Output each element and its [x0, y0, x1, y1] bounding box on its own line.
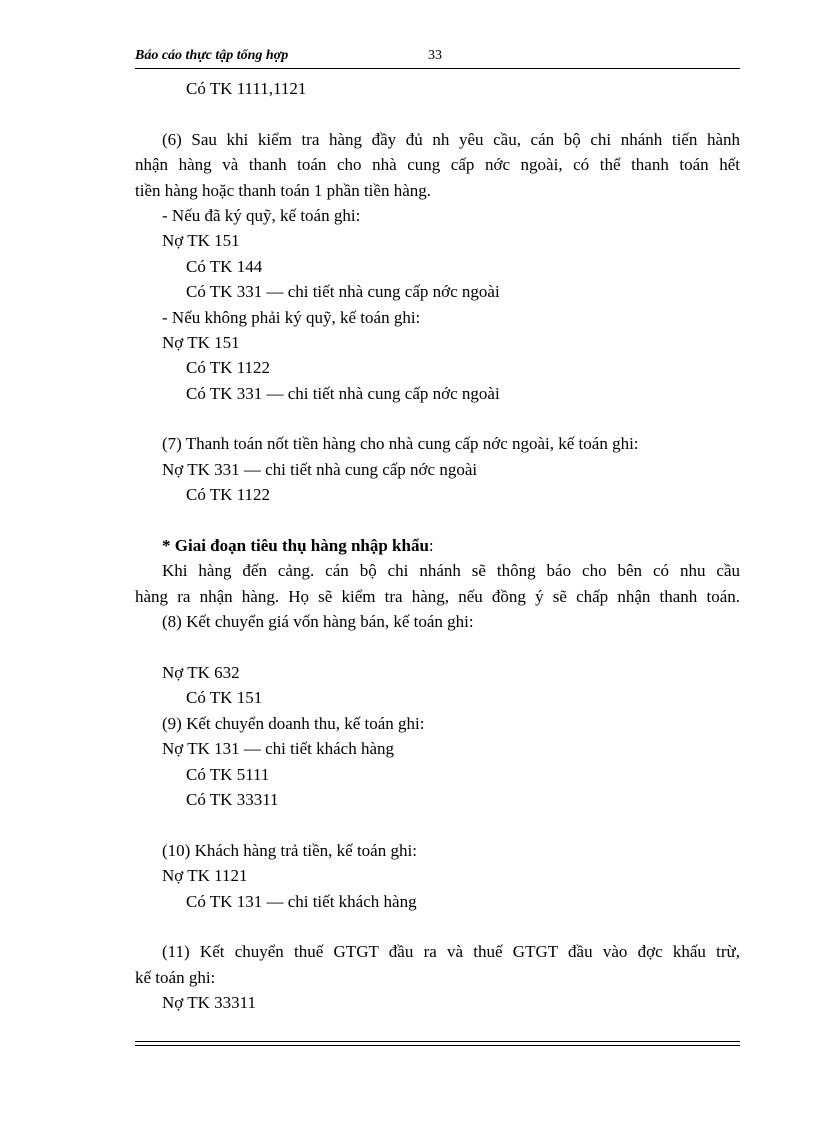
text-line: (11) Kết chuyển thuế GTGT đầu ra và thuế GTGT đầu vào đợc khấu trừ, [162, 942, 740, 962]
text-line: Có TK 131 — chi tiết khách hàng [186, 891, 417, 911]
text-line: Có TK 33311 [186, 789, 279, 809]
text-line: Nợ TK 151 [162, 332, 240, 352]
section-heading-text: * Giai đoạn tiêu thụ hàng nhập khẩu [162, 536, 429, 556]
text-line: Có TK 5111 [186, 764, 270, 784]
text-line: tiền hàng hoặc thanh toán 1 phần tiền hàng. [135, 180, 431, 200]
text-line: Nợ TK 151 [162, 231, 240, 251]
text-line: nhận hàng và thanh toán cho nhà cung cấp nớc ngoài, có thể thanh toán hết [135, 155, 740, 175]
text-line: Có TK 331 — chi tiết nhà cung cấp nớc ngoài [186, 282, 500, 302]
text-line: Có TK 331 — chi tiết nhà cung cấp nớc ngoài [186, 383, 500, 403]
section-heading [135, 533, 740, 558]
header-title: Báo cáo thực tập tổng hợp [135, 48, 289, 63]
blank-line [135, 508, 740, 533]
text-line: Có TK 1122 [186, 485, 271, 505]
text-line: kế toán ghi: [135, 967, 216, 987]
footer-double-rule [135, 1041, 740, 1046]
text-line: Khi hàng đến cảng. cán bộ chi nhánh sẽ thông báo cho bên có nhu cầu [162, 561, 740, 581]
text-line: Có TK 1122 [186, 358, 271, 378]
text-line: Nợ TK 331 — chi tiết nhà cung cấp nớc ngoài [162, 459, 478, 479]
text-line: Nợ TK 33311 [162, 993, 256, 1013]
text-line: - Nếu không phải ký quỹ, kế toán ghi: [162, 307, 421, 327]
page-number: 33 [428, 48, 442, 63]
blank-line [135, 406, 740, 431]
text-line: Có TK 144 [186, 256, 263, 276]
text-line: Có TK 151 [186, 688, 263, 708]
page-header [135, 46, 740, 69]
blank-line [135, 812, 740, 837]
section-heading-colon: : [428, 536, 434, 556]
blank-line [135, 101, 740, 126]
text-line: (7) Thanh toán nốt tiền hàng cho nhà cung cấp nớc ngoài, kế toán ghi: [162, 434, 639, 454]
text-line: hàng ra nhận hàng. Họ sẽ kiểm tra hàng, nếu đồng ý sẽ chấp nhận thanh toán. [135, 586, 740, 606]
text-line: (6) Sau khi kiểm tra hàng đầy đủ nh yêu cầu, cán bộ chi nhánh tiến hành [162, 129, 740, 149]
text-line: Có TK 1111,1121 [186, 79, 307, 98]
text-line: Nợ TK 632 [162, 662, 240, 682]
text-line: (8) Kết chuyển giá vốn hàng bán, kế toán ghi: [162, 612, 474, 632]
text-line: (9) Kết chuyển doanh thu, kế toán ghi: [162, 713, 425, 733]
text-line: (10) Khách hàng trả tiền, kế toán ghi: [162, 840, 417, 860]
text-line: - Nếu đã ký quỹ, kế toán ghi: [162, 205, 361, 225]
blank-line [135, 914, 740, 939]
document-body [135, 76, 740, 1015]
blank-line [135, 635, 740, 660]
text-line: Nợ TK 1121 [162, 866, 248, 886]
text-line: Nợ TK 131 — chi tiết khách hàng [162, 739, 394, 759]
